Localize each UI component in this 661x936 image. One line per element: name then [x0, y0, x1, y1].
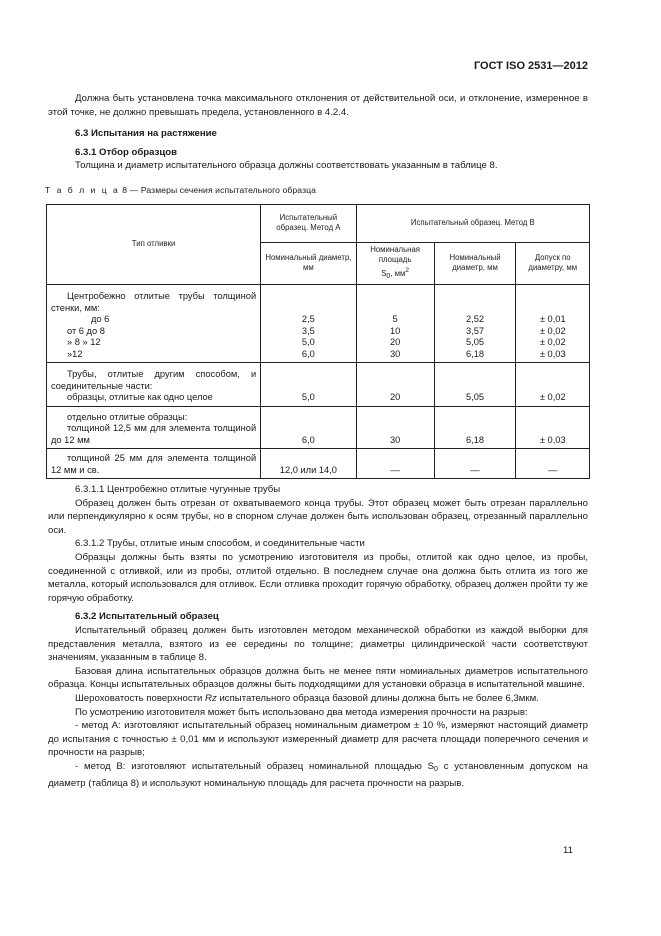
- header-tolerance: Допуск по диаметру, мм: [516, 242, 590, 285]
- row-description-line: толщиной 12,5 мм для элемента толщиной до 12 мм: [51, 423, 257, 445]
- cell-value: 10: [389, 325, 401, 336]
- section-title-6-3-1-2: 6.3.1.2 Трубы, отлитые иным способом, и соединительные части: [75, 538, 365, 550]
- cell-method-b-tolerance: —: [516, 449, 590, 479]
- cell-method-b-diameter: 5,05: [434, 363, 516, 407]
- row-description: [47, 285, 261, 363]
- section-heading-6-3: 6.3 Испытания на растяжение: [75, 128, 217, 140]
- paragraph: [48, 692, 588, 706]
- cell-value: 20: [389, 337, 401, 348]
- row-description-first: отдельно отлитые образцы:: [67, 411, 188, 422]
- cell-value: 3,5: [301, 325, 315, 336]
- cell-value: 6,0: [301, 348, 315, 359]
- paragraph: - метод А: изготовляют испытательный образец номинальным диаметром ± 10 %, измеряют настоящий диаметр до испытания с точностью ± 0,01 мм и используют измеренный диаметр для расчета площади поперечного сечения и прочности на разрыв;: [48, 720, 588, 759]
- cell-method-b-tolerance: [516, 285, 590, 363]
- cell-value: 3,57: [465, 325, 485, 336]
- paragraph: По усмотрению изготовителя может быть использовано два метода измерения прочности на разрыв:: [75, 706, 528, 718]
- cell-method-b-area: 30: [356, 406, 434, 449]
- row-description-line: » 8 » 12: [67, 337, 101, 348]
- table-row-separate-samples: [47, 406, 590, 449]
- header-nominal-area: [356, 242, 434, 285]
- text-run: - метод В: изготовляют испытательный образец номинальной площадью S: [75, 760, 435, 772]
- row-description-line: от 6 до 8: [67, 325, 105, 336]
- page-number: 11: [563, 845, 573, 856]
- row-description-line: »12: [67, 348, 83, 359]
- cell-value: 2,5: [301, 314, 315, 325]
- paragraph: Испытательный образец должен быть изготовлен методом механической обработки из каждой выборки для представления металла, взятого из ее середины по толщине; диаметры цилиндрической части соответствуют значениям, указанным в таблице 8.: [48, 625, 588, 664]
- section-heading-6-3-2: 6.3.2 Испытательный образец: [75, 611, 219, 623]
- table-row-thick-25: [47, 449, 590, 479]
- text-run: Шероховатость поверхности: [75, 692, 206, 704]
- cell-method-b-tolerance: ± 0,02: [516, 363, 590, 407]
- table-8: [46, 204, 590, 480]
- cell-value: ± 0,03: [539, 348, 566, 359]
- body-text: [48, 483, 588, 790]
- intro-paragraph: Должна быть установлена точка максимального отклонения от действительной оси, и отклонение, измеренное в этой точке, не должно превышать предела, установленного в 4.2.4.: [48, 93, 588, 118]
- section-6-3-1-text: Толщина и диаметр испытательного образца должны соответствовать указанным в таблице 8.: [75, 160, 498, 172]
- cell-method-a-diameter: 5,0: [261, 363, 356, 407]
- row-description-first: толщиной 25 мм для элемента толщиной 12 мм и св.: [51, 453, 257, 475]
- header-method-a: Испытательный образец. Метод А: [261, 204, 356, 242]
- row-description-line: до 6: [91, 314, 110, 325]
- row-description-first: Центробежно отлитые трубы толщиной стенки, мм:: [51, 291, 257, 313]
- paragraph: Базовая длина испытательных образцов должна быть не менее пяти номинальных диаметров испытательного образца. Концы испытательных образцов должны быть подходящими для установки образца в испытательной машине.: [48, 665, 588, 691]
- cell-method-b-diameter: [434, 285, 516, 363]
- text-run: испытательного образца базовой длины должна быть не более 6,3мкм.: [216, 692, 539, 704]
- text-run: с установленным допуском на диаметр (таблица 8) и используют номинальную площадь для расчета прочности на разрыв.: [48, 760, 588, 789]
- row-description-line: образцы, отлитые как одно целое: [67, 392, 213, 403]
- table-caption-text: 8 — Размеры сечения испытательного образца: [122, 184, 317, 195]
- cell-method-a-diameter: 6,0: [261, 406, 356, 449]
- table-caption: [45, 184, 588, 198]
- cell-value: 30: [389, 348, 401, 359]
- cell-value: ± 0,02: [539, 325, 566, 336]
- cell-value: 5,0: [301, 337, 315, 348]
- cell-method-b-diameter: —: [434, 449, 516, 479]
- row-description-first: Трубы, отлитые другим способом, и соединительные части:: [51, 369, 257, 391]
- row-description: [47, 406, 261, 449]
- section-heading-6-3-1: 6.3.1 Отбор образцов: [75, 146, 177, 158]
- table-caption-prefix: Т а б л и ц а: [45, 184, 120, 195]
- section-title-6-3-1-1: 6.3.1.1 Центробежно отлитые чугунные трубы: [75, 484, 281, 496]
- table-row-centrifugal: [47, 285, 590, 363]
- cell-method-b-diameter: 6,18: [434, 406, 516, 449]
- paragraph: [48, 760, 588, 790]
- cell-value: 2,52: [465, 314, 485, 325]
- header-method-b: Испытательный образец. Метод В: [356, 204, 589, 242]
- page-content: [45, 92, 588, 790]
- cell-value: 5: [392, 314, 398, 325]
- roughness-symbol: Rz: [205, 692, 217, 704]
- header-nominal-area-sup: 2: [405, 266, 410, 274]
- cell-method-b-tolerance: ± 0,03: [516, 406, 590, 449]
- subscript: 0: [434, 765, 438, 773]
- header-casting-type: Тип отливки: [47, 204, 261, 285]
- header-nominal-area-symbol: S: [381, 268, 387, 278]
- header-nominal-area-unit: , мм: [390, 268, 406, 278]
- header-nominal-area-sub: 0: [386, 272, 391, 280]
- table-row-other-pipes: [47, 363, 590, 407]
- cell-method-a-diameter: [261, 285, 356, 363]
- row-description: [47, 449, 261, 479]
- header-nominal-area-label: Номинальная площадь: [370, 244, 421, 265]
- cell-method-a-diameter: 12,0 или 14,0: [261, 449, 356, 479]
- header-nominal-diameter-b: Номинальный диаметр, мм: [434, 242, 516, 285]
- cell-value: 5,05: [465, 337, 485, 348]
- cell-method-b-area: 20: [356, 363, 434, 407]
- cell-method-b-area: —: [356, 449, 434, 479]
- cell-method-b-area: [356, 285, 434, 363]
- cell-value: ± 0,01: [539, 314, 566, 325]
- cell-value: 6,18: [465, 348, 485, 359]
- row-description: [47, 363, 261, 407]
- cell-value: ± 0,02: [539, 337, 566, 348]
- header-nominal-diameter-a: Номинальный диаметр, мм: [261, 242, 356, 285]
- paragraph: Образец должен быть отрезан от охватываемого конца трубы. Этот образец может быть отрезан параллельно или перпендикулярно к осям трубы, но в спорном случае должен быть использован образец, отрезанный параллельно оси.: [48, 497, 588, 536]
- paragraph: Образцы должны быть взяты по усмотрению изготовителя из пробы, отлитой как одно целое, из пробы, соединенной с отливкой, или из пробы, отлитой отдельно. В последнем случае она должна быть отлита из того же металла, который использовался для отливок. Если отливка проходит горячую обработку, образец должен пройти ту же горячую обработку.: [48, 552, 588, 604]
- document-id-header: ГОСТ ISO 2531—2012: [473, 60, 588, 72]
